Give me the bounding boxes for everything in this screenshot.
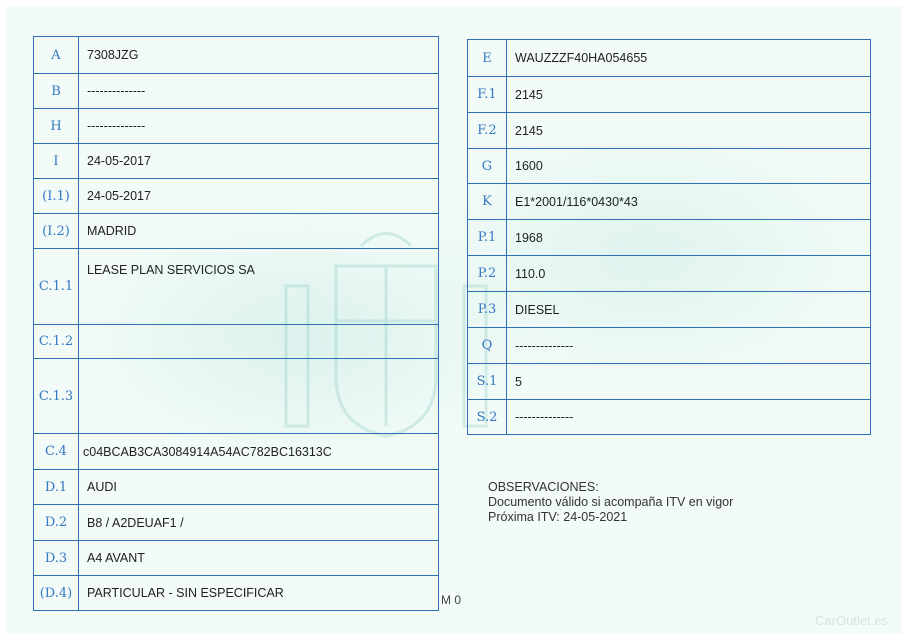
- field-value: 110.0: [507, 256, 871, 292]
- table-row: [468, 149, 871, 184]
- field-code: C.1.3: [34, 359, 79, 434]
- table-row: [34, 37, 439, 74]
- field-value: --------------: [79, 109, 439, 144]
- field-value: MADRID: [79, 214, 439, 249]
- table-row: [34, 109, 439, 144]
- field-code: D.3: [34, 541, 79, 576]
- field-code: C.4: [34, 434, 79, 470]
- field-code: C.1.2: [34, 325, 79, 359]
- table-row: [468, 184, 871, 220]
- field-value: c04BCAB3CA3084914A54AC782BC16313C: [79, 434, 439, 470]
- table-row: [34, 470, 439, 505]
- table-row: [34, 249, 439, 325]
- left-registration-table: [33, 36, 439, 611]
- field-value: 1600: [507, 149, 871, 184]
- registration-card: [6, 6, 902, 634]
- table-row: [468, 400, 871, 435]
- field-value: 2145: [507, 77, 871, 113]
- field-value: --------------: [507, 400, 871, 435]
- field-code: P.1: [468, 220, 507, 256]
- field-value: 2145: [507, 113, 871, 149]
- field-code: (D.4): [34, 576, 79, 611]
- observations-line: Próxima ITV: 24-05-2021: [488, 510, 628, 524]
- field-code: F.1: [468, 77, 507, 113]
- table-row: [468, 256, 871, 292]
- table-row: [34, 541, 439, 576]
- field-value: PARTICULAR - SIN ESPECIFICAR: [79, 576, 439, 611]
- field-value: WAUZZZF40HA054655: [507, 40, 871, 77]
- field-code: A: [34, 37, 79, 74]
- observations-line: Documento válido si acompaña ITV en vigor: [488, 495, 734, 509]
- field-value: [79, 325, 439, 359]
- field-code: C.1.1: [34, 249, 79, 325]
- field-code: D.1: [34, 470, 79, 505]
- table-row: [34, 325, 439, 359]
- table-row: [34, 505, 439, 541]
- field-value: B8 / A2DEUAF1 /: [79, 505, 439, 541]
- field-code: B: [34, 74, 79, 109]
- field-value: --------------: [79, 74, 439, 109]
- side-mark: M 0: [441, 593, 462, 607]
- field-value: DIESEL: [507, 292, 871, 328]
- field-value: 1968: [507, 220, 871, 256]
- field-value: E1*2001/116*0430*43: [507, 184, 871, 220]
- field-code: S.1: [468, 364, 507, 400]
- field-code: (I.2): [34, 214, 79, 249]
- field-code: H: [34, 109, 79, 144]
- watermark-text: CarOutlet.es: [815, 613, 888, 628]
- table-row: [468, 364, 871, 400]
- field-code: (I.1): [34, 179, 79, 214]
- table-row: [468, 77, 871, 113]
- field-code: E: [468, 40, 507, 77]
- table-row: [468, 220, 871, 256]
- field-value: A4 AVANT: [79, 541, 439, 576]
- field-value: --------------: [507, 328, 871, 364]
- observations-title: OBSERVACIONES:: [488, 480, 599, 494]
- field-value: AUDI: [79, 470, 439, 505]
- table-row: [468, 292, 871, 328]
- field-value: 24-05-2017: [79, 144, 439, 179]
- field-code: P.2: [468, 256, 507, 292]
- field-code: F.2: [468, 113, 507, 149]
- field-code: K: [468, 184, 507, 220]
- field-code: Q: [468, 328, 507, 364]
- field-code: G: [468, 149, 507, 184]
- field-code: D.2: [34, 505, 79, 541]
- table-row: [34, 359, 439, 434]
- field-value: 7308JZG: [79, 37, 439, 74]
- table-row: [468, 113, 871, 149]
- observations-block: [488, 480, 733, 525]
- field-code: S.2: [468, 400, 507, 435]
- table-row: [34, 179, 439, 214]
- table-row: [468, 40, 871, 77]
- field-value: [79, 359, 439, 434]
- field-value: 5: [507, 364, 871, 400]
- field-value: LEASE PLAN SERVICIOS SA: [79, 249, 439, 325]
- field-value: 24-05-2017: [79, 179, 439, 214]
- table-row: [34, 434, 439, 470]
- right-registration-table: [467, 39, 871, 435]
- field-code: P.3: [468, 292, 507, 328]
- table-row: [34, 576, 439, 611]
- table-row: [468, 328, 871, 364]
- field-code: I: [34, 144, 79, 179]
- table-row: [34, 144, 439, 179]
- table-row: [34, 214, 439, 249]
- table-row: [34, 74, 439, 109]
